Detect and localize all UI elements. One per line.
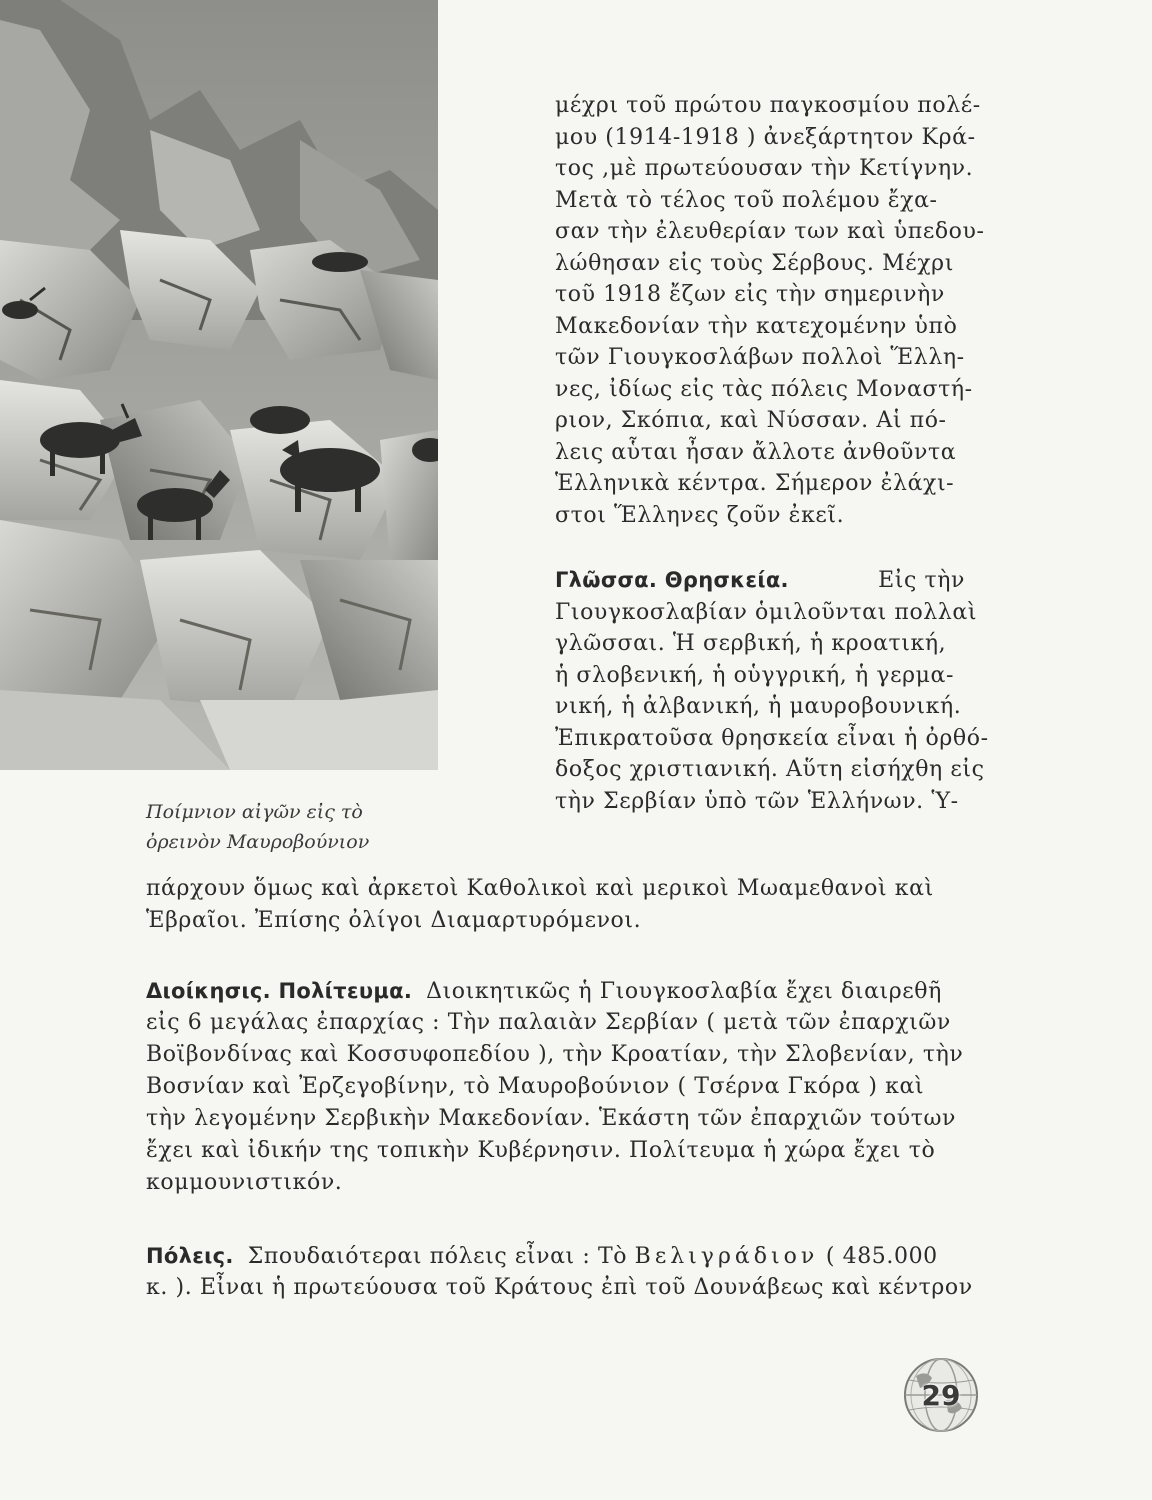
text-line: νες, ἰδίως εἰς τὰς πόλεις Μοναστή- [555,376,973,402]
text-fragment: Εἰς τὴν [878,568,965,593]
administration-paragraph [146,975,966,1199]
text-line: Γιουγκοσλαβίαν ὁμιλοῦνται πολλαὶ [555,599,978,625]
text-line: σαν τὴν ἐλευθερίαν των καὶ ὑπεδου- [555,219,985,244]
text-fragment: Διοικητικῶς ἡ Γιουγκοσλαβία ἔχει διαιρεθῆ [426,979,942,1004]
text-line: ἔχει καὶ ἰδικήν της τοπικὴν Κυβέρνησιν. Πολίτευμα ἡ χώρα ἔχει τὸ [146,1138,936,1163]
photo-caption [146,797,446,857]
text-line: τοῦ 1918 ἔζων εἰς τὴν σημερινὴν [555,282,945,307]
text-line: δοξος χριστιανική. Αὕτη εἰσήχθη εἰς [555,757,985,782]
right-column [555,90,989,817]
text-line: εἰς 6 μεγάλας ἐπαρχίας : Τὴν παλαιὰν Σερβίαν ( μετὰ τῶν ἐπαρχιῶν [146,1010,951,1035]
text-line: Βοϊβονδίνας καὶ Κοσσυφοπεδίου ), τὴν Κροατίαν, τὴν Σλοβενίαν, τὴν [146,1042,964,1067]
text-fragment: Σπουδαιότεραι πόλεις εἶναι : Τὸ [247,1244,628,1269]
text-line: Μακεδονίαν τὴν κατεχομένην ὑπὸ [555,313,958,339]
page-number: 29 [921,1378,961,1412]
text-line: τος ,μὲ πρωτεύουσαν τὴν Κετίγνην. [555,156,974,181]
text-line [146,975,966,1007]
text-line: στοι Ἕλληνες ζοῦν ἐκεῖ. [555,502,845,528]
goats-photo [0,0,438,770]
section-heading-cities: Πόλεις. [146,1244,234,1268]
text-line: Βοσνίαν καὶ Ἐρζεγοβίνην, τὸ Μαυροβούνιον ( Τσέρνα Γκόρα ) καὶ [146,1074,925,1099]
text-line: μέχρι τοῦ πρώτου παγκοσμίου πολέ- [555,93,981,118]
text-line: Ἐπικρατοῦσα θρησκεία εἶναι ἡ ὀρθό- [555,725,989,751]
text-line: νική, ἡ ἀλβανική, ἡ μαυροβουνική. [555,694,962,719]
text-line: γλῶσσαι. Ἡ σερβική, ἡ κροατική, [555,631,947,656]
language-religion-paragraph [555,565,989,817]
text-line: μου (1914-1918 ) ἀνεξάρτητον Κρά- [555,124,976,150]
text-line [146,1240,966,1272]
text-line: τῶν Γιουγκοσλάβων πολλοὶ Ἕλλη- [555,345,965,370]
mountain-goats-image [0,0,438,770]
text-line: Ἑλληνικὰ κέντρα. Σήμερον ἐλάχι- [555,471,955,496]
text-line: Μετὰ τὸ τέλος τοῦ πολέμου ἔχα- [555,187,938,213]
cities-paragraph [146,1240,973,1304]
text-line: Ἑβραῖοι. Ἐπίσης ὀλίγοι Διαμαρτυρόμενοι. [146,908,642,933]
text-line: κομμουνιστικόν. [146,1170,343,1195]
city-name-belgrade: Βελιγράδιον [634,1244,819,1269]
language-religion-continuation [146,873,966,937]
text-line: ριον, Σκόπια, καὶ Νύσσαν. Αἱ πό- [555,408,947,433]
text-line [555,565,965,597]
text-line: τὴν Σερβίαν ὑπὸ τῶν Ἑλλήνων. Ὑ- [555,788,959,814]
section-heading-administration: Διοίκησις. Πολίτευμα. [146,979,413,1003]
text-line: λώθησαν εἰς τοὺς Σέρβους. Μέχρι [555,250,954,276]
section-heading-language-religion: Γλῶσσα. Θρησκεία. [555,568,789,592]
text-fragment: ( 485.000 [825,1244,938,1269]
text-line: λεις αὗται ἦσαν ἄλλοτε ἀνθοῦντα [555,439,957,465]
history-paragraph [555,90,985,531]
text-line: κ. ). Εἶναι ἡ πρωτεύουσα τοῦ Κράτους ἐπὶ τοῦ Δουνάβεως καὶ κέντρον [146,1275,973,1300]
text-line: ἡ σλοβενική, ἡ οὑγγρική, ἡ γερμα- [555,662,955,688]
text-line: πάρχουν ὅμως καὶ ἀρκετοὶ Καθολικοὶ καὶ μερικοὶ Μωαμεθανοὶ καὶ [146,876,934,901]
text-line: τὴν λεγομένην Σερβικὴν Μακεδονίαν. Ἑκάστη τῶν ἐπαρχιῶν τούτων [146,1106,956,1131]
caption-line: ὀρεινὸν Μαυροβούνιον [146,831,370,853]
caption-line: Ποίμνιον αἰγῶν εἰς τὸ [146,801,363,823]
